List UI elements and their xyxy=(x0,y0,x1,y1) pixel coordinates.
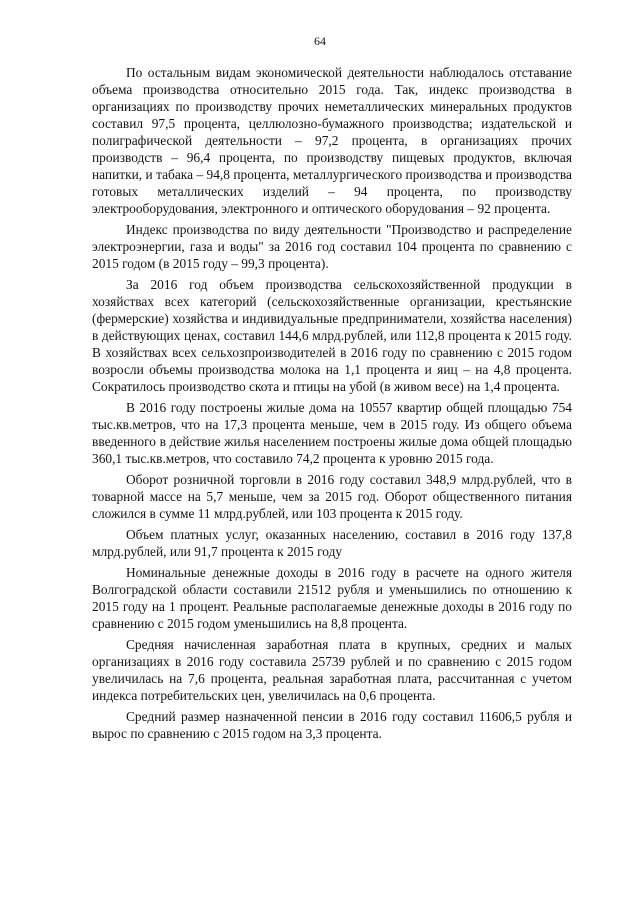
paragraph-housing: В 2016 году построены жилые дома на 10557 квартир общей площадью 754 тыс.кв.метров, что на 17,3 процента меньше, чем в 2015 году. Из общего объема введенного в действие жилья населением построены жилые дома общей площадью 360,1 тыс.кв.метров, что составило 74,2 процента к уровню 2015 года. xyxy=(92,400,572,466)
paragraph-pension: Средний размер назначенной пенсии в 2016 году составил 11606,5 рубля и вырос по сравнению с 2015 годом на 3,3 процента. xyxy=(92,709,572,741)
paragraph-nominal-income: Номинальные денежные доходы в 2016 году в расчете на одного жителя Волгоградской области составили 21512 рубля и уменьшились по отношению к 2015 году на 1 процент. Реальные располагаемые денежные доходы в 2016 году по сравнению с 2015 годом уменьшились на 8,8 процента. xyxy=(92,565,572,631)
paragraph-agriculture: За 2016 год объем производства сельскохозяйственной продукции в хозяйствах всех категорий (сельскохозяйственные организации, крестьянские (фермерские) хозяйства и индивидуальные предприниматели, хозяйства населения) в действующих ценах, составил 144,6 млрд.рублей, или 112,8 процента к 2015 году. В хозяйствах всех сельхозпроизводителей в 2016 году по сравнению с 2015 годом возросли объемы производства молока на 1,1 процента и яиц – на 4,8 процента. Сократилось производство скота и птицы на убой (в живом весе) на 1,4 процента. xyxy=(92,277,572,394)
paragraph-paid-services: Объем платных услуг, оказанных населению, составил в 2016 году 137,8 млрд.рублей, или 91,7 процента к 2015 году xyxy=(92,527,572,559)
page-number: 64 xyxy=(314,34,326,48)
paragraph-retail-trade: Оборот розничной торговли в 2016 году составил 348,9 млрд.рублей, что в товарной массе на 5,7 меньше, чем за 2015 год. Оборот общественного питания сложился в сумме 11 млрд.рублей, или 103 процента к 2015 году. xyxy=(92,472,572,521)
document-body xyxy=(92,64,572,746)
paragraph-wages: Средняя начисленная заработная плата в крупных, средних и малых организациях в 2016 году составила 25739 рублей и по сравнению с 2015 годом увеличилась на 7,6 процента, реальная заработная плата, рассчитанная с учетом индекса потребительских цен, увеличилась на 0,6 процента. xyxy=(92,637,572,703)
paragraph-industrial-lag: По остальным видам экономической деятельности наблюдалось отставание объема производства относительно 2015 года. Так, индекс производства в организациях по производству прочих неметаллических минеральных продуктов составил 97,5 процента, целлюлозно-бумажного производства; издательской и полиграфической деятельности – 97,2 процента, в организациях прочих производств – 96,4 процента, по производству пищевых продуктов, включая напитки, и табака – 94,8 процента, металлургического производства и производства готовых металлических изделий – 94 процента, по производству электрооборудования, электронного и оптического оборудования – 92 процента. xyxy=(92,65,572,216)
paragraph-energy-index: Индекс производства по виду деятельности "Производство и распределение электроэнергии, газа и воды" за 2016 год составил 104 процента по сравнению с 2015 годом (в 2015 году – 99,3 процента). xyxy=(92,222,572,271)
